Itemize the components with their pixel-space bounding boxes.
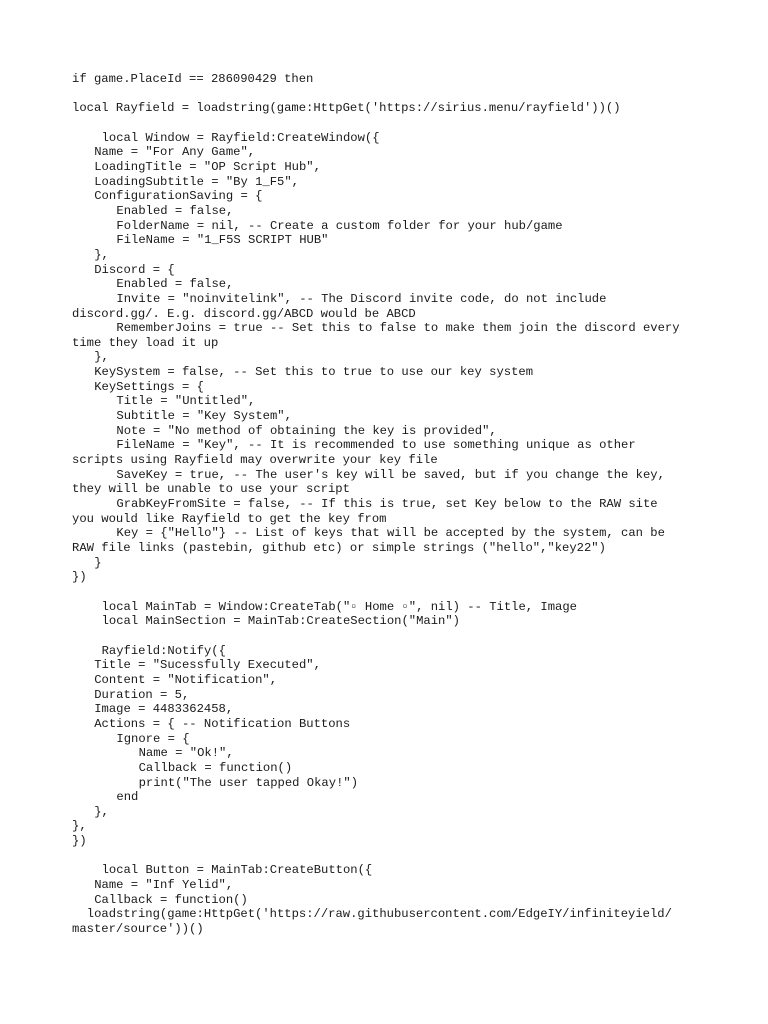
code-line (0, 292, 768, 307)
code-line (0, 307, 768, 322)
code-line-text: master/source'))() (72, 922, 204, 937)
code-line (0, 614, 768, 629)
code-line-text: loadstring(game:HttpGet('https://raw.githubusercontent.com/EdgeIY/infiniteyield/ (86, 907, 672, 922)
code-line-text: FileName = "1_F5S SCRIPT HUB" (116, 233, 329, 248)
code-line-text: LoadingTitle = "OP Script Hub", (94, 159, 321, 174)
code-line (0, 922, 768, 937)
code-line-text: Actions = { -- Notification Buttons (94, 716, 351, 731)
code-line-text: KeySettings = { (94, 379, 204, 394)
code-line-text: local Button = MainTab:CreateButton({ (101, 863, 373, 878)
code-line (0, 556, 768, 571)
code-line-text: print("The user tapped Okay!") (138, 775, 359, 790)
code-line-text: local Window = Rayfield:CreateWindow({ (101, 130, 380, 145)
code-line-text: }, (94, 350, 109, 365)
code-line (0, 175, 768, 190)
code-line (0, 468, 768, 483)
code-line-text: }) (72, 834, 87, 849)
code-line (0, 145, 768, 160)
code-line (0, 424, 768, 439)
code-line (0, 365, 768, 380)
code-line-text: you would like Rayfield to get the key from (72, 511, 387, 526)
code-line-text: they will be unable to use your script (72, 482, 350, 497)
code-line-text: Duration = 5, (94, 687, 190, 702)
code-line (0, 233, 768, 248)
code-line (0, 878, 768, 893)
code-line-text: FolderName = nil, -- Create a custom folder for your hub/game (116, 218, 563, 233)
code-line-text: Image = 4483362458, (94, 702, 234, 717)
code-line-text: }, (72, 819, 87, 834)
code-line-text: Enabled = false, (116, 203, 234, 218)
blank-line (0, 849, 768, 864)
code-line (0, 160, 768, 175)
code-line-text: SaveKey = true, -- The user's key will be saved, but if you change the key, (116, 467, 665, 482)
code-line (0, 526, 768, 541)
code-line (0, 658, 768, 673)
code-line-text: Name = "Inf Yelid", (94, 878, 234, 893)
code-line (0, 482, 768, 497)
code-line (0, 219, 768, 234)
code-line (0, 263, 768, 278)
code-line-text: Title = "Untitled", (116, 394, 256, 409)
code-line (0, 350, 768, 365)
code-line-text: Name = "Ok!", (138, 746, 234, 761)
code-line (0, 380, 768, 395)
blank-line (0, 87, 768, 102)
code-line (0, 907, 768, 922)
code-line-text: } (94, 555, 102, 570)
code-line-text: Content = "Notification", (94, 672, 278, 687)
code-line (0, 746, 768, 761)
code-line (0, 819, 768, 834)
code-line (0, 702, 768, 717)
code-line (0, 321, 768, 336)
code-line-text: }, (94, 804, 109, 819)
code-line (0, 101, 768, 116)
code-line (0, 863, 768, 878)
code-line-text: scripts using Rayfield may overwrite your key file (72, 453, 438, 468)
code-line-text: GrabKeyFromSite = false, -- If this is true, set Key below to the RAW site (116, 497, 658, 512)
code-line-text: FileName = "Key", -- It is recommended to use something unique as other (116, 438, 636, 453)
code-line (0, 776, 768, 791)
code-line-text: end (116, 790, 139, 805)
code-line-text: Callback = function() (138, 760, 293, 775)
code-line-text: local MainSection = MainTab:CreateSection("Main") (101, 614, 460, 629)
code-line-text: Callback = function() (94, 892, 248, 907)
code-line (0, 409, 768, 424)
code-line (0, 761, 768, 776)
code-line-text: Rayfield:Notify({ (101, 643, 226, 658)
code-line-text: }, (94, 247, 109, 262)
code-line-text: ConfigurationSaving = { (94, 189, 263, 204)
code-line (0, 541, 768, 556)
code-line-text: Enabled = false, (116, 277, 234, 292)
code-line (0, 438, 768, 453)
code-line (0, 717, 768, 732)
code-line (0, 673, 768, 688)
code-line (0, 805, 768, 820)
code-line (0, 248, 768, 263)
code-line (0, 600, 768, 615)
code-line-text: if game.PlaceId == 286090429 then (72, 72, 314, 86)
code-line-text: time they load it up (72, 335, 219, 350)
blank-line (0, 629, 768, 644)
code-line-text: Title = "Sucessfully Executed", (94, 658, 321, 673)
code-line (0, 131, 768, 146)
code-line-text: local Rayfield = loadstring(game:HttpGet('https://sirius.menu/rayfield'))() (72, 101, 621, 116)
blank-line (0, 116, 768, 131)
code-line (0, 204, 768, 219)
code-line (0, 644, 768, 659)
code-line-text: discord.gg/. E.g. discord.gg/ABCD would be ABCD (72, 306, 416, 321)
code-line (0, 570, 768, 585)
code-line (0, 834, 768, 849)
code-line (0, 277, 768, 292)
code-line (0, 189, 768, 204)
code-line (0, 790, 768, 805)
code-line (0, 512, 768, 527)
code-line (0, 394, 768, 409)
code-line-text: local MainTab = Window:CreateTab("▫ Home ▫", nil) -- Title, Image (101, 599, 577, 614)
code-document (0, 72, 768, 937)
code-line (0, 497, 768, 512)
code-line (0, 688, 768, 703)
code-line (0, 453, 768, 468)
code-line-text: Discord = { (94, 262, 175, 277)
code-line (0, 72, 768, 87)
code-line-text: Note = "No method of obtaining the key is provided", (116, 423, 497, 438)
code-line-text: }) (72, 570, 87, 585)
blank-line (0, 585, 768, 600)
code-line-text: Key = {"Hello"} -- List of keys that will be accepted by the system, can be (116, 526, 665, 541)
code-line-text: KeySystem = false, -- Set this to true to use our key system (94, 365, 534, 380)
code-line (0, 336, 768, 351)
code-line-text: RememberJoins = true -- Set this to false to make them join the discord every (116, 321, 680, 336)
code-line-text: LoadingSubtitle = "By 1_F5", (94, 174, 299, 189)
code-line-text: Ignore = { (116, 731, 190, 746)
code-line-text: Subtitle = "Key System", (116, 409, 292, 424)
code-line-text: RAW file links (pastebin, github etc) or simple strings ("hello","key22") (72, 541, 606, 555)
code-line-text: Invite = "noinvitelink", -- The Discord invite code, do not include (116, 291, 607, 306)
code-line (0, 893, 768, 908)
code-line (0, 732, 768, 747)
code-line-text: Name = "For Any Game", (94, 145, 256, 160)
